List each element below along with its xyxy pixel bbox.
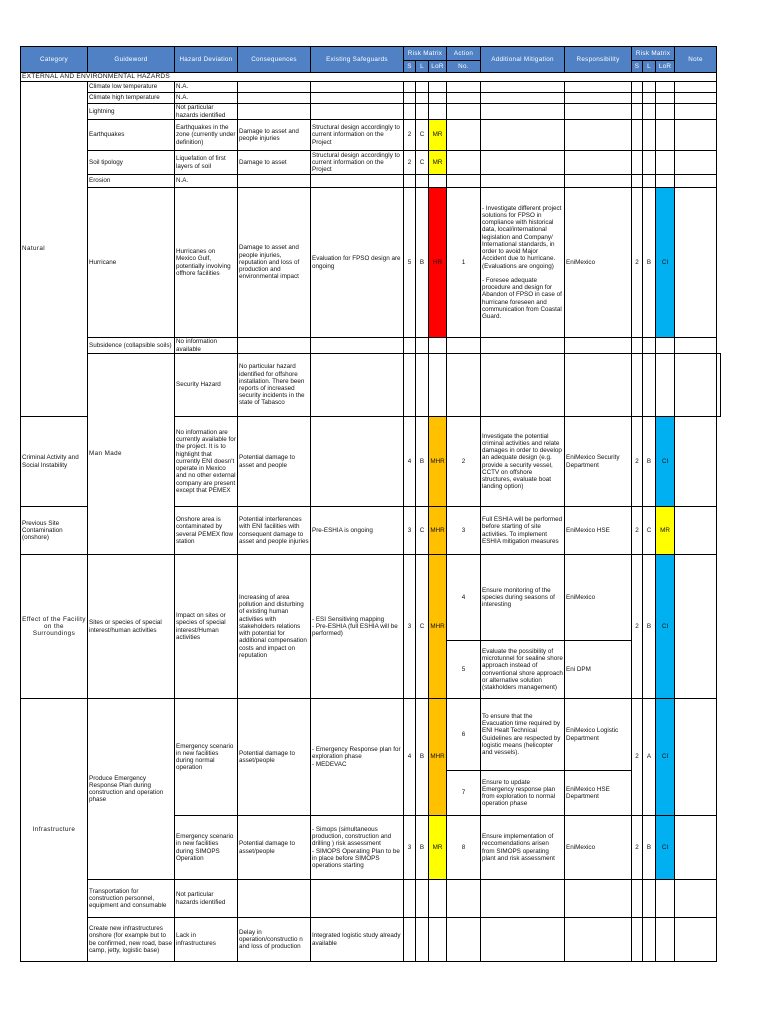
safeguard-cell: - ESI Sensitiving mapping - Pre-ESHIA (full ESHIA will be performed) — [311, 555, 404, 699]
residual-likelihood-cell: B — [643, 188, 656, 338]
consequence-cell: Damage to asset — [238, 151, 311, 175]
likelihood-cell: B — [416, 699, 429, 816]
hazard-cell: N.A. — [175, 93, 238, 104]
level-of-risk-cell: MHR — [429, 507, 447, 555]
table-row — [21, 354, 721, 417]
header-l: L — [416, 61, 429, 73]
action-number-cell: 2 — [447, 417, 481, 507]
header-additional-mitigation: Additional Mitigation — [481, 47, 565, 73]
residual-likelihood-cell: C — [643, 507, 656, 555]
hazard-cell: No particular hazard identified for offshore installation. There been reports of increased security incidents in the state of Tabasco — [238, 354, 311, 417]
guideword-cell: Earthquakes — [88, 120, 175, 151]
header-existing-safeguards: Existing Safeguards — [311, 47, 404, 73]
consequence-cell: Delay in operation/constructio n and loss of production — [238, 918, 311, 962]
hazard-cell: Lack in infrastructures — [175, 918, 238, 962]
table-row — [21, 120, 721, 151]
likelihood-cell: C — [416, 507, 429, 555]
mitigation-cell: Ensure to update Emergency response plan from exploration to normal operation phase — [481, 771, 565, 816]
consequence-cell: Damage to asset and people injuries, reputation and loss of production and environmental impact — [238, 188, 311, 338]
residual-level-of-risk-cell: CI — [656, 555, 675, 699]
residual-severity-cell: 2 — [632, 417, 643, 507]
table-row — [21, 175, 721, 188]
table-row — [21, 918, 721, 962]
header-hazard-deviation: Hazard Deviation — [175, 47, 238, 73]
header-responsibility: Responsibility — [565, 47, 632, 73]
severity-cell: 3 — [404, 507, 416, 555]
level-of-risk-cell: MR — [429, 816, 447, 880]
table-row — [21, 699, 721, 771]
hazard-cell: N.A. — [175, 175, 238, 188]
action-number-cell: 5 — [447, 641, 481, 699]
residual-level-of-risk-cell: MR — [656, 507, 675, 555]
table-row — [21, 338, 721, 354]
hazard-cell: Not particular hazards identified — [175, 104, 238, 120]
consequence-cell: Potential damage to asset/people — [238, 699, 311, 816]
severity-cell: 2 — [404, 151, 416, 175]
header-l-residual: L — [643, 61, 656, 73]
responsibility-cell: Eni DPM — [565, 641, 632, 699]
hazard-cell: No information available — [175, 338, 238, 354]
hazard-cell: No information are currently available for the project. It is to highlight that currently ENI doesn't operate in Mexico and no other external company are present except that PEMEX — [175, 417, 238, 507]
likelihood-cell: B — [416, 188, 429, 338]
guideword-cell: Soil tipology — [88, 151, 175, 175]
consequence-cell: Increasing of area pollution and disturbing of existing human activities with stakeholders relations with potential for additional compensation costs and impact on reputation — [238, 555, 311, 699]
table-row — [21, 880, 721, 918]
category-infrastructure: Infrastructure — [21, 699, 88, 962]
guideword-cell: Produce Emergency Response Plan during construction and operation phase — [88, 699, 175, 880]
action-number-cell: 4 — [447, 555, 481, 641]
safeguard-cell: Structural design accordingly to current information on the Project — [311, 151, 404, 175]
safeguard-cell: - Simops (simultaneous production, construction and drilling ) risk assessment - SIMOPS Operating Plan to be in place before SIMOPS operations starting — [311, 816, 404, 880]
level-of-risk-cell: HR — [429, 188, 447, 338]
action-number-cell: 8 — [447, 816, 481, 880]
severity-cell: 3 — [404, 555, 416, 699]
residual-likelihood-cell: B — [643, 816, 656, 880]
hazard-cell: Liquefation of first layers of soil — [175, 151, 238, 175]
likelihood-cell: B — [416, 417, 429, 507]
guideword-cell: Climate high temperature — [88, 93, 175, 104]
residual-severity-cell: 2 — [632, 699, 643, 816]
hazard-cell: Earthquakes in the zone (currently under definition) — [175, 120, 238, 151]
responsibility-cell: EniMexico Security Department — [565, 417, 632, 507]
severity-cell: 2 — [404, 120, 416, 151]
category-natural: Natural — [21, 82, 88, 417]
table-row — [21, 104, 721, 120]
responsibility-cell: EniMexico HSE Department — [565, 771, 632, 816]
guideword-cell: Lightning — [88, 104, 175, 120]
residual-severity-cell: 2 — [632, 188, 643, 338]
header-lor-residual: LoR — [656, 61, 675, 73]
residual-level-of-risk-cell: CI — [656, 417, 675, 507]
action-number-cell: 7 — [447, 771, 481, 816]
header-guideword: Guideword — [88, 47, 175, 73]
hazard-cell: Emergency scenario in new facilities during SIMOPS Operation — [175, 816, 238, 880]
guideword-cell: Create new infrastructures onshore (for example but to be confirmed, new road, base camp, jetty, logistic base) — [88, 918, 175, 962]
severity-cell: 5 — [404, 188, 416, 338]
hazard-cell: Onshore area is contaminated by several PEMEX flow station — [175, 507, 238, 555]
guideword-cell: Criminal Activity and Social Instability — [21, 417, 88, 507]
residual-level-of-risk-cell: CI — [656, 188, 675, 338]
residual-severity-cell: 2 — [632, 555, 643, 699]
level-of-risk-cell: MHR — [429, 417, 447, 507]
table-row — [21, 82, 721, 93]
category-man-made: Man Made — [88, 354, 175, 555]
residual-severity-cell: 2 — [632, 816, 643, 880]
responsibility-cell: EniMexico — [565, 816, 632, 880]
residual-severity-cell: 2 — [632, 507, 643, 555]
residual-level-of-risk-cell: CI — [656, 699, 675, 816]
safeguard-cell: Structural design accordingly to current information on the Project — [311, 120, 404, 151]
hazard-cell: Not particular hazards identified — [175, 880, 238, 918]
mitigation-cell: Evaluate the possibility of microtunnel for sealine shore approach instead of conventional shore approach or alternative solution (stakholders management) — [481, 641, 565, 699]
guideword-cell: Sites or species of special interest/human activities — [88, 555, 175, 699]
header-s-residual: S — [632, 61, 643, 73]
mitigation-cell: - Investigate different project solutions for FPSO in compliance with historical data, local/international legislation and Company/ International standards, in order to avoid Major Accident due to hurricane. (Evaluations are ongoing) - Foresee adequate procedure and design for Abandon of FPSO in case of hurricane foreseen and communication from Coastal Guard. — [481, 188, 565, 338]
responsibility-cell: EniMexico Logistic Department — [565, 699, 632, 771]
action-number-cell: 3 — [447, 507, 481, 555]
table-row — [21, 93, 721, 104]
guideword-cell: Climate low temperature — [88, 82, 175, 93]
guideword-cell: Erosion — [88, 175, 175, 188]
header-s: S — [404, 61, 416, 73]
consequence-cell: Potential damage to asset and people — [238, 417, 311, 507]
action-number-cell: 1 — [447, 188, 481, 338]
guideword-cell: Subsidence (collapsible soils) — [88, 338, 175, 354]
residual-likelihood-cell: A — [643, 699, 656, 816]
header-action: Action — [447, 47, 481, 61]
safeguard-cell: Integrated logistic study already available — [311, 918, 404, 962]
consequence-cell: Potential damage to asset/people — [238, 816, 311, 880]
likelihood-cell: C — [416, 555, 429, 699]
likelihood-cell: C — [416, 151, 429, 175]
hazard-register-table — [20, 46, 721, 962]
table-row — [21, 188, 721, 338]
header-category: Category — [21, 47, 88, 73]
residual-likelihood-cell: B — [643, 555, 656, 699]
hazard-cell: Hurricanes on Mexico Gulf, potentially involving offhore facilities — [175, 188, 238, 338]
header-action-no: No. — [447, 61, 481, 73]
action-number-cell: 6 — [447, 699, 481, 771]
guideword-cell: Security Hazard — [175, 354, 238, 417]
section-title: EXTERNAL AND ENVIRONMENTAL HAZARDS — [21, 73, 717, 82]
mitigation-cell: Investigate the potential criminal activities and relate damages in order to develop an adequate design (e.g. provide a security vessel, CCTV on offshore structures, evaluate boat landing option) — [481, 417, 565, 507]
category-effect-on-surroundings: Effect of the Facility on the Surroundings — [21, 555, 88, 699]
responsibility-cell: EniMexico — [565, 188, 632, 338]
mitigation-cell: Ensure implementation of reccomendations arisen from SIMOPS operating plant and risk assessment — [481, 816, 565, 880]
level-of-risk-cell: MHR — [429, 699, 447, 816]
hazard-cell: N.A. — [175, 82, 238, 93]
mitigation-cell: Full ESHIA will be performed before starting of site activities. To implement ESHIA mitigation measures — [481, 507, 565, 555]
table-header — [21, 47, 721, 73]
guideword-cell: Transportation for construction personnel, equipment and consumable — [88, 880, 175, 918]
level-of-risk-cell: MR — [429, 120, 447, 151]
table-row — [21, 555, 721, 641]
mitigation-cell: Ensure monitoring of the species during seasons of interesting — [481, 555, 565, 641]
header-note: Note — [675, 47, 717, 73]
table-row — [21, 151, 721, 175]
header-risk-matrix: Risk Matrix — [404, 47, 447, 61]
severity-cell: 4 — [404, 699, 416, 816]
responsibility-cell: EniMexico — [565, 555, 632, 641]
residual-level-of-risk-cell: CI — [656, 816, 675, 880]
severity-cell: 4 — [404, 417, 416, 507]
safeguard-cell: - Emergency Response plan for exploration phase - MEDEVAC — [311, 699, 404, 816]
hazard-cell: Impact on sites or species of special interest/Human activities — [175, 555, 238, 699]
likelihood-cell: B — [416, 816, 429, 880]
header-risk-matrix-residual: Risk Matrix — [632, 47, 675, 61]
responsibility-cell: EniMexico HSE — [565, 507, 632, 555]
residual-likelihood-cell: B — [643, 417, 656, 507]
consequence-cell: Damage to asset and people injuries — [238, 120, 311, 151]
guideword-cell: Previous Site Contamination (onshore) — [21, 507, 88, 555]
hazard-cell: Emergency scenario in new facilities during normal operation — [175, 699, 238, 816]
header-consequences: Consequences — [238, 47, 311, 73]
mitigation-cell: To ensure that the Evacuation time required by ENI Healt Technical Guidelines are respected by logistic means (helicopter and vessels). — [481, 699, 565, 771]
likelihood-cell: C — [416, 120, 429, 151]
safeguard-cell: Pre-ESHIA is ongoing — [311, 507, 404, 555]
consequence-cell: Potential interferences with ENI facilities with consequent damage to asset and people injuries — [238, 507, 311, 555]
severity-cell: 3 — [404, 816, 416, 880]
safeguard-cell: Evaluation for FPSO design are ongoing — [311, 188, 404, 338]
level-of-risk-cell: MHR — [429, 555, 447, 699]
level-of-risk-cell: MR — [429, 151, 447, 175]
guideword-cell: Hurricane — [88, 188, 175, 338]
header-lor: LoR — [429, 61, 447, 73]
